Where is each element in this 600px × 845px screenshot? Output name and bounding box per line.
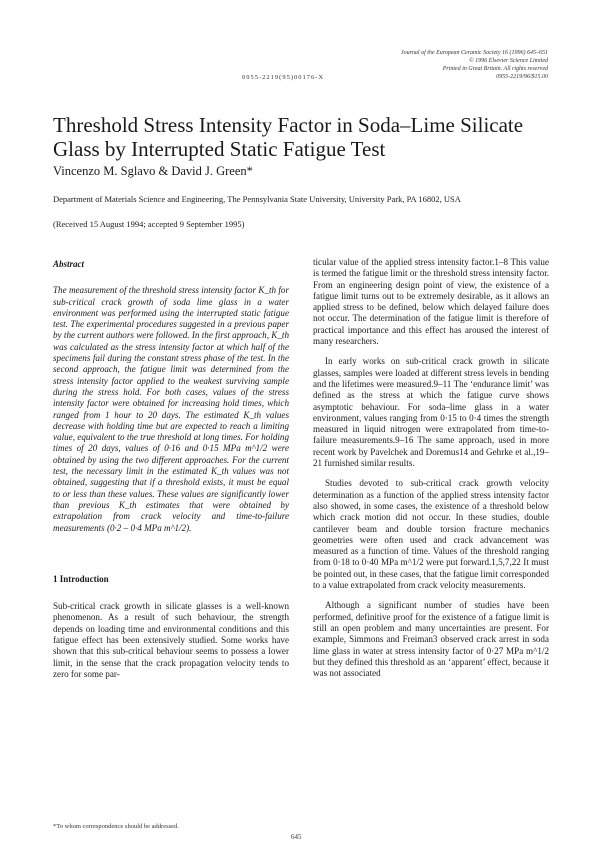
- journal-info-line: © 1996 Elsevier Science Limited: [469, 58, 548, 64]
- journal-info-line: Printed in Great Britain. All rights reserved: [442, 66, 548, 72]
- left-column: [53, 259, 289, 680]
- body-paragraph: Studies devoted to sub-critical crack growth velocity determination as a function of the applied stress intensity factor also showed, in some cases, the existence of a threshold below which crack motion did not occur. In these studies, double cantilever beam and double torsion fracture mechanics geometries were often used and crack advancement was measured as a function of time. Values of the threshold ranging from 0·18 to 0·40 MPa m^1/2 were put forward.1,5,7,22 It must be pointed out, in these cases, that the fatigue limit corresponded to a value extrapolated from crack velocity measurements.: [313, 478, 549, 591]
- received-dates: (Received 15 August 1994; accepted 9 September 1995): [53, 219, 245, 229]
- section-heading: 1 Introduction: [53, 573, 109, 584]
- authors: Vincenzo M. Sglavo & David J. Green*: [53, 164, 253, 178]
- body-paragraph: In early works on sub-critical crack growth in silicate glasses, samples were loaded at different stress levels in bending and the lifetimes were measured.9–11 The ‘endurance limit’ was defined as the stress at which the fatigue curve shows asymptotic behaviour. For soda–lime glass in a water environment, values ranging from 0·15 to 0·4 times the strength measured in liquid nitrogen were extrapolated from time-to-failure measurements.9–16 The same approach, used in more recent work by Pavelchek and Doremus14 and Gehrke et al.,19–21 furnished similar results.: [313, 356, 549, 469]
- page-number: 645: [291, 833, 302, 841]
- paper-title: Threshold Stress Intensity Factor in Soda–Lime Silicate Glass by Interrupted Static Fatigue Test: [53, 113, 524, 161]
- journal-info-line: 0955-2219/96/$15.00: [496, 74, 548, 80]
- body-paragraph: Although a significant number of studies have been performed, definitive proof for the existence of a fatigue limit is still an open problem and many uncertainties are present. For example, Simmons and Freiman3 observed crack arrest in soda lime glass in water at stress intensity factor of 0·27 MPa m^1/2 but they defined this threshold as an ‘apparent’ effect, because it was not associated: [313, 600, 549, 679]
- intro-paragraph: Sub-critical crack growth in silicate glasses is a well-known phenomenon. As a result of such behaviour, the strength depends on loading time and environmental conditions and this fatigue effect has been extensively studied. Some works have shown that this sub-critical behaviour seems to possess a lower limit, in the sense that the crack propagation velocity tends to zero for some par-: [53, 601, 289, 679]
- abstract-text: The measurement of the threshold stress intensity factor K_th for sub-critical crack growth of soda lime glass in a water environment was performed using the interrupted static fatigue test. The experimental procedures suggested in a previous paper by the current authors were followed. In the first approach, K_th was calculated as the stress intensity factor at which half of the specimens fail during the constant stress phase of the test. In the second approach, the fatigue limit was determined from the stress intensity factor applied to the weakest surviving sample during the stress hold. For both cases, values of the stress intensity factor were obtained for increasing hold times, which ranged from 1 hour to 20 days. The estimated K_th values decrease with holding time but are expected to reach a limiting value, equivalent to the true threshold at long times. For holding times of 20 days, values of 0·16 and 0·15 MPa m^1/2 were obtained by using the two different approaches. For the current test, the necessary limit in the estimated K_th values was not obtained, suggesting that if a threshold exists, it must be equal to or less than these values. These values are significantly lower than previous K_th estimates that were obtained by extrapolation from crack velocity and time-to-failure measurements (0·2 – 0·4 MPa m^1/2).: [53, 285, 289, 533]
- body-paragraph: ticular value of the applied stress intensity factor.1–8 This value is termed the fatigue limit or the threshold stress intensity factor. From an engineering design point of view, the existence of a fatigue limit turns out to be extremely desirable, as it allows an applied stress to be defined, below which delayed failure does not occur. The determination of the fatigue limit is therefore of practical importance and this effect has aroused the interest of many researchers.: [313, 257, 549, 347]
- journal-info: [348, 49, 548, 81]
- affiliation: Department of Materials Science and Engineering, The Pennsylvania State University, University Park, PA 16802, USA: [53, 194, 461, 204]
- right-column: [313, 257, 549, 679]
- abstract-heading: Abstract: [53, 259, 85, 269]
- journal-info-line: Journal of the European Ceramic Society 16 (1996) 645–651: [400, 50, 548, 56]
- issn-code: 0955-2219(95)00176-X: [242, 74, 325, 81]
- footnote: *To whom correspondence should be addressed.: [53, 823, 179, 830]
